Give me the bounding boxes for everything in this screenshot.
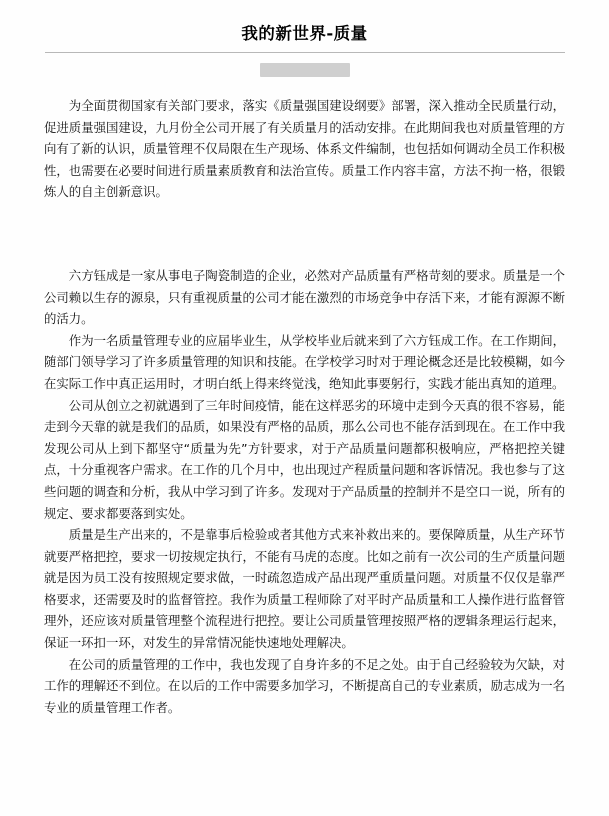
paragraph-6: 在公司的质量管理的工作中，我也发现了自身许多的不足之处。由于自己经验较为欠缺，对工作的理解还不到位。在以后的工作中需要多加学习，不断提高自己的专业素质，励志成为一名专业的质量管理工作者。	[44, 656, 565, 715]
title-divider	[45, 52, 565, 53]
redacted-author-badge	[260, 63, 350, 77]
paragraph-1: 为全面贯彻国家有关部门要求，落实《质量强国建设纲要》部署，深入推动全民质量行动，促进质量强国建设，九月份全公司开展了有关质量月的活动安排。在此期间我也对质量管理的方向有了新的认识，质量管理不仅局限在生产现场、体系文件编制，也包括如何调动全员工作积极性，也需要在必要时间进行质量素质教育和法治宣传。质量工作内容丰富，方法不拘一格，很锻炼人的自主创新意识。	[44, 98, 565, 200]
bottom-spacer	[44, 718, 565, 732]
paragraph-3: 作为一名质量管理专业的应届毕业生，从学校毕业后就来到了六方钰成工作。在工作期间，随部门领导学习了许多质量管理的知识和技能。在学校学习时对于理论概念还是比较模糊，如今在实际工作中真正运用时，才明白纸上得来终觉浅，绝知此事要躬行，实践才能出真知的道理。	[44, 332, 565, 391]
paragraph-2: 六方钰成是一家从事电子陶瓷制造的企业，必然对产品质量有严格苛刻的要求。质量是一个公司赖以生存的源泉，只有重视质量的公司才能在激烈的市场竞争中存活下来，才能有源源不断的活力。	[44, 267, 565, 327]
page-title: 我的新世界-质量	[241, 24, 368, 43]
section-gap	[44, 203, 565, 265]
document-body	[44, 77, 565, 732]
byline	[45, 57, 565, 77]
paragraph-4: 公司从创立之初就遇到了三年时间疫情，能在这样恶劣的环境中走到今天真的很不容易，能走到今天靠的就是我们的品质，如果没有严格的品质，那么公司也不能存活到现在。在工作中我发现公司从上到下都坚守“质量为先”方针要求，对于产品质量问题都积极响应，严格把控关键点，十分重视客户需求。在工作的几个月中，也出现过产程质量问题和客诉情况。我也参与了这些问题的调查和分析，我从中学习到了许多。发现对于产品质量的控制并不是空口一说，所有的规定、要求都要落到实处。	[44, 397, 565, 521]
paragraph-5: 质量是生产出来的，不是靠事后检验或者其他方式来补救出来的。要保障质量，从生产环节就要严格把控，要求一切按规定执行，不能有马虎的态度。比如之前有一次公司的生产质量问题就是因为员工没有按照规定要求做，一时疏忽造成产品出现严重质量问题。对质量不仅仅是靠严格要求，还需要及时的监督管控。我作为质量工程师除了对平时产品质量和工人操作进行监督管理外，还应该对质量管理整个流程进行把控。要让公司质量管理按照严格的逻辑条理运行起来，保证一环扣一环，对发生的异常情况能快速地处理解决。	[44, 527, 565, 651]
